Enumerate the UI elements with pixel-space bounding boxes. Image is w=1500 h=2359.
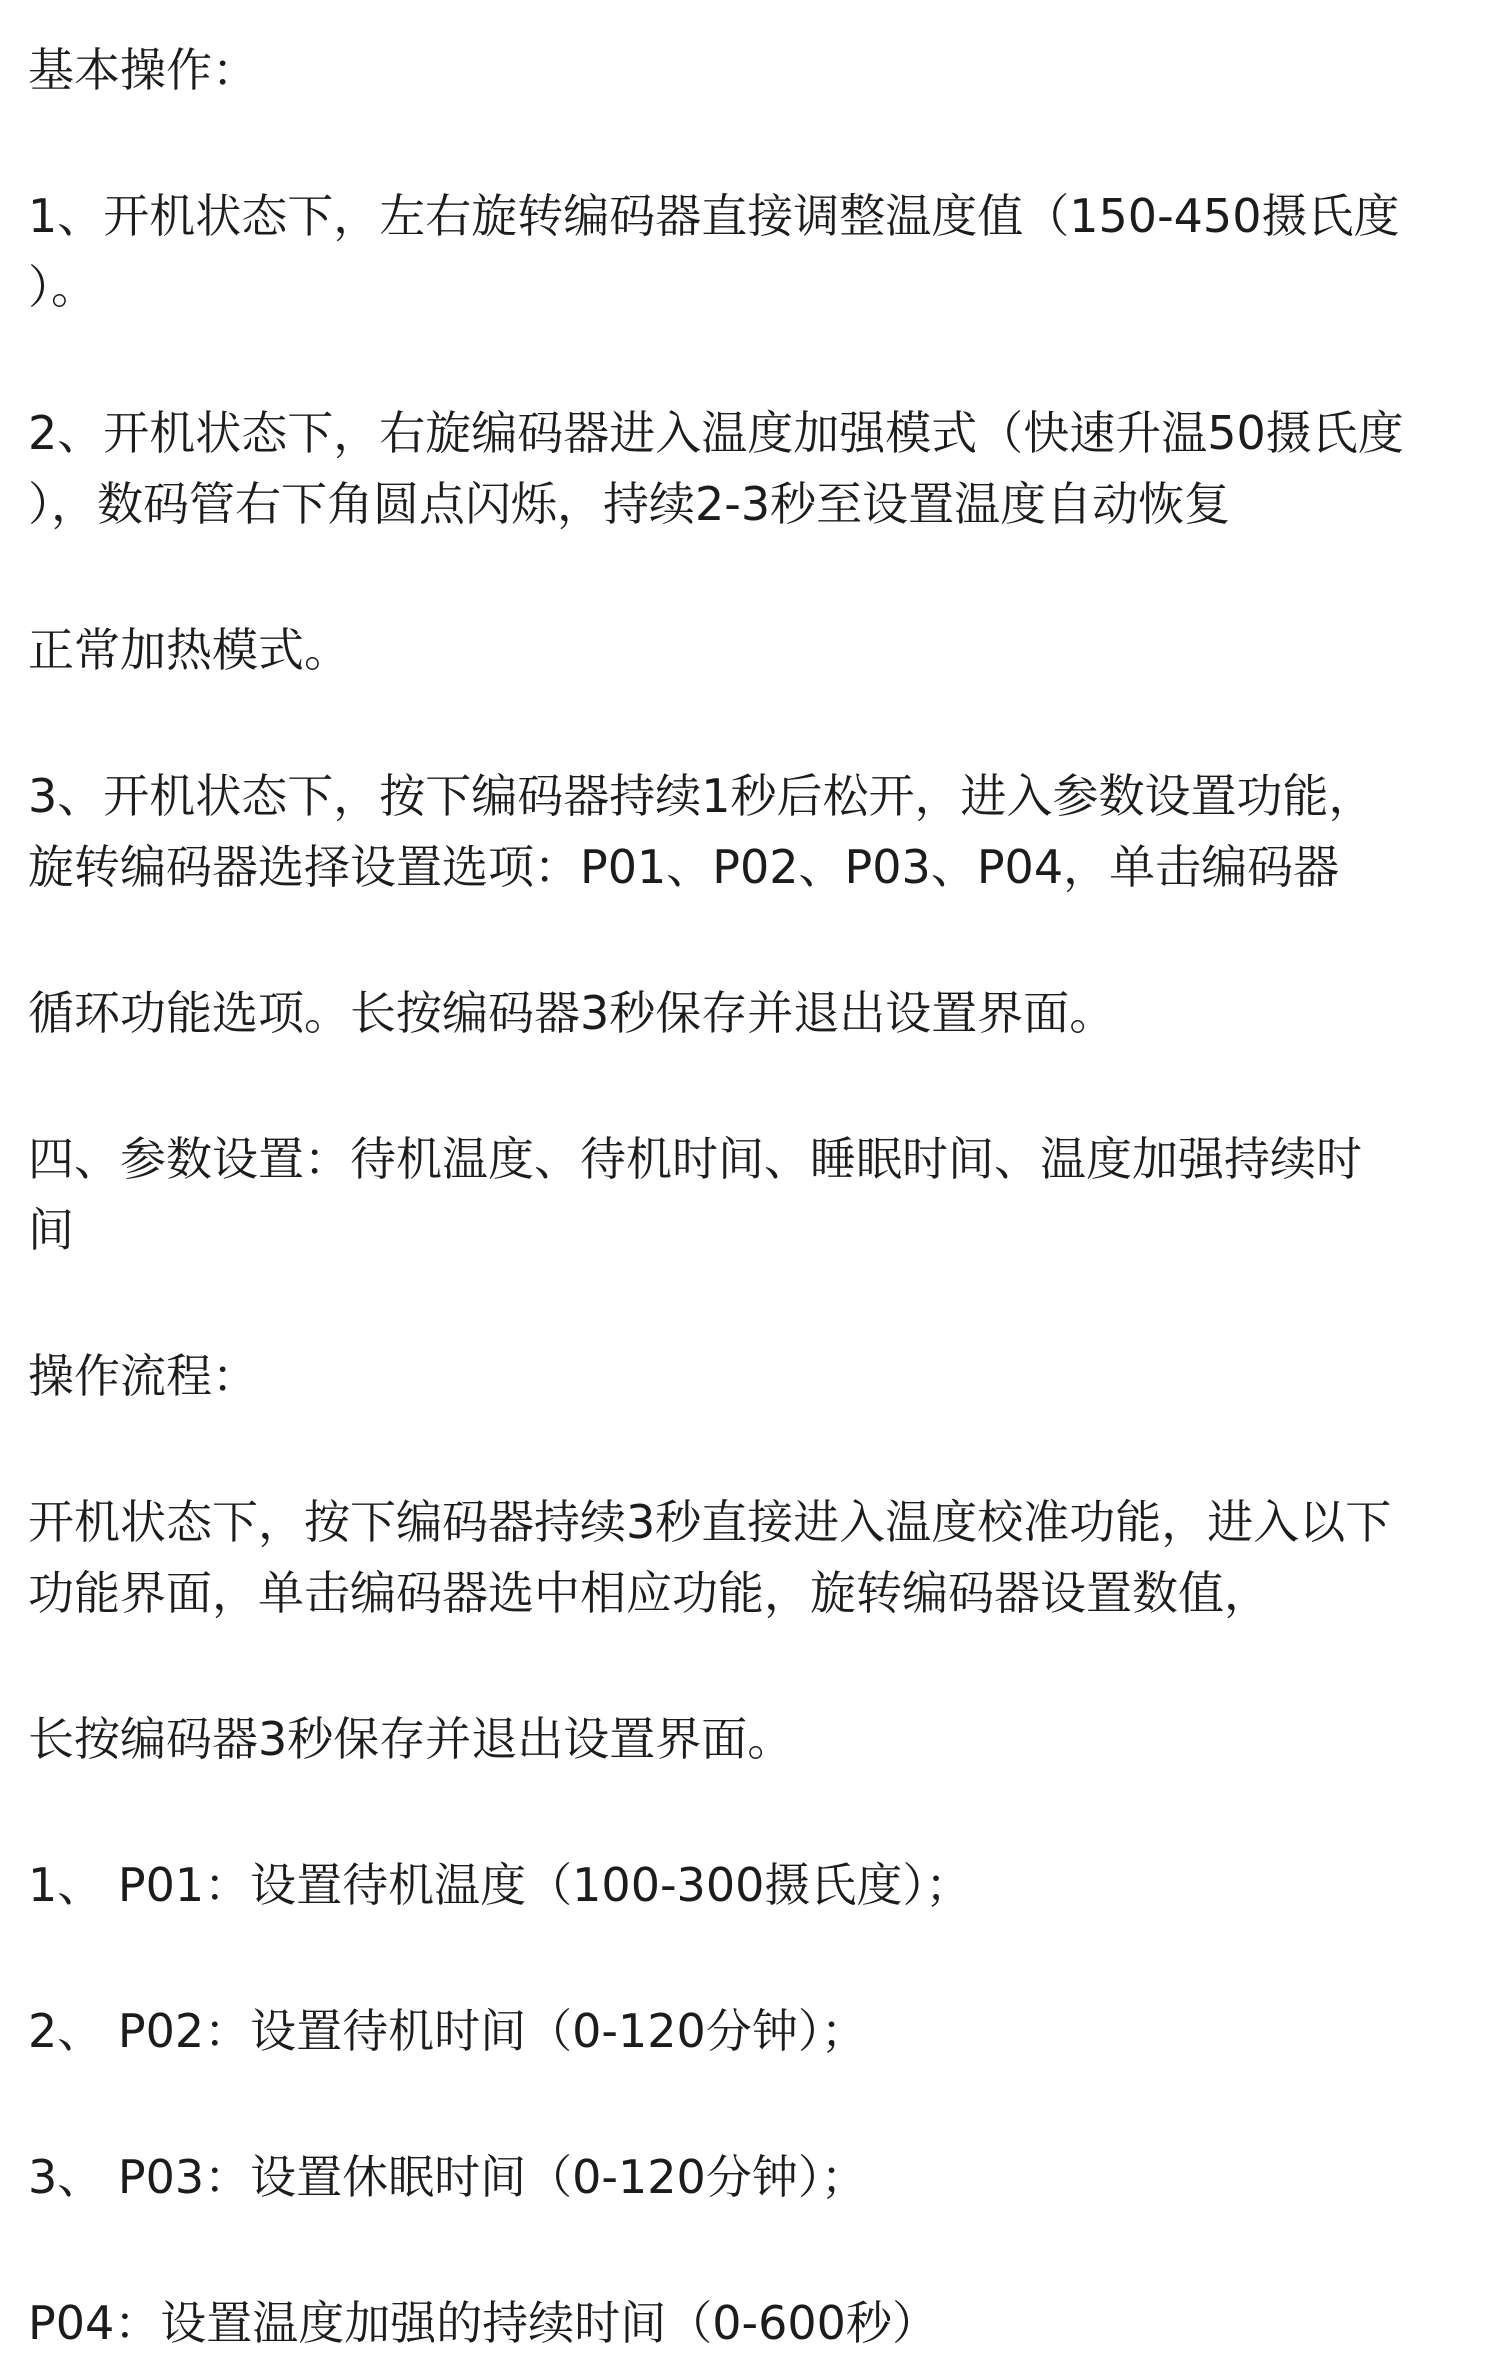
list-item-partial: P04：设置温度加强的持续时间（0-600秒） — [28, 2296, 938, 2350]
paragraph-line: ），数码管右下角圆点闪烁，持续2-3秒至设置温度自动恢复 — [28, 477, 1231, 531]
list-item: 3、 P03：设置休眠时间（0-120分钟）； — [28, 2150, 867, 2204]
paragraph-line: 循环功能选项。长按编码器3秒保存并退出设置界面。 — [28, 986, 1116, 1040]
paragraph-line: 四、参数设置：待机温度、待机时间、睡眠时间、温度加强持续时 — [28, 1132, 1362, 1186]
paragraph-line: 3、开机状态下，按下编码器持续1秒后松开，进入参数设置功能， — [28, 769, 1375, 823]
paragraph-line: 间 — [28, 1203, 74, 1257]
section-heading-basic-operation: 基本操作： — [28, 43, 258, 97]
paragraph-line: ）。 — [28, 260, 97, 314]
list-item: 1、 P01：设置待机温度（100-300摄氏度）； — [28, 1858, 972, 1912]
section-heading-operation-flow: 操作流程： — [28, 1349, 258, 1403]
list-item: 2、 P02：设置待机时间（0-120分钟）； — [28, 2004, 867, 2058]
paragraph-line: 长按编码器3秒保存并退出设置界面。 — [28, 1712, 794, 1766]
paragraph-line: 1、开机状态下，左右旋转编码器直接调整温度值（150-450摄氏度 — [28, 189, 1400, 243]
paragraph-line: 正常加热模式。 — [28, 623, 350, 677]
paragraph-line: 2、开机状态下，右旋编码器进入温度加强模式（快速升温50摄氏度 — [28, 406, 1404, 460]
paragraph-line: 开机状态下，按下编码器持续3秒直接进入温度校准功能，进入以下 — [28, 1495, 1392, 1549]
paragraph-line: 功能界面，单击编码器选中相应功能，旋转编码器设置数值， — [28, 1566, 1270, 1620]
paragraph-line: 旋转编码器选择设置选项：P01、P02、P03、P04，单击编码器 — [28, 840, 1340, 894]
